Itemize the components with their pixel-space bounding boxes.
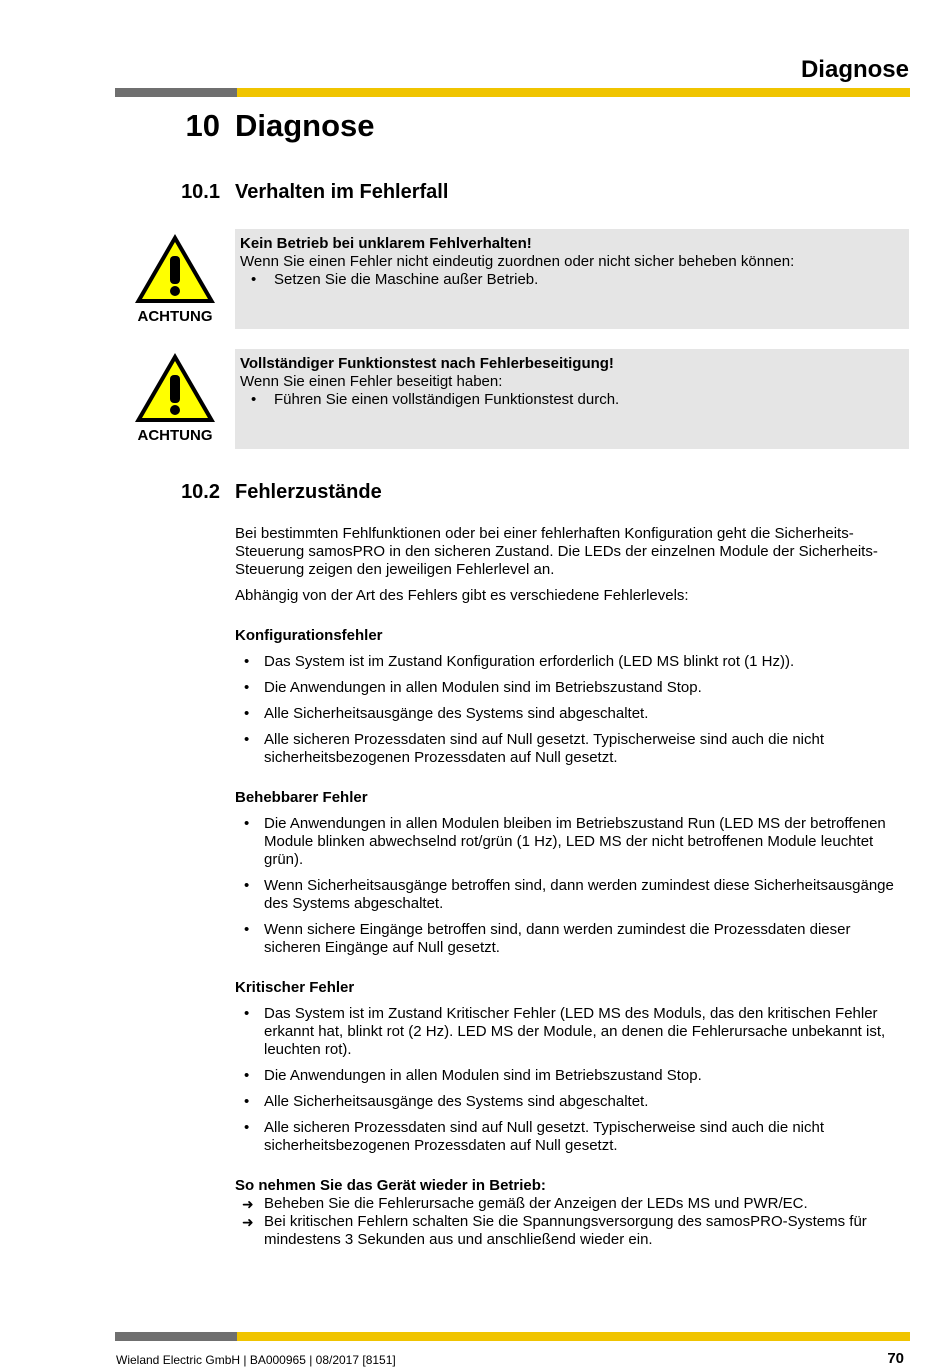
subheading: Konfigurationsfehler <box>235 627 383 644</box>
list-item: • Das System ist im Zustand Kritischer Fehler (LED MS des Moduls, das den kritischen Fehler erkannt hat, blinkt rot (2 Hz). LED MS der Module, an denen die Fehlerursache unbekannt ist, leuchten rot). <box>235 1005 907 1059</box>
page-number: 70 <box>887 1350 904 1367</box>
step-item <box>235 1213 907 1249</box>
list-item: • Die Anwendungen in allen Modulen sind im Betriebszustand Stop. <box>235 679 907 697</box>
subheading: Kritischer Fehler <box>235 979 355 996</box>
step-text: Beheben Sie die Fehlerursache gemäß der Anzeigen der LEDs MS und PWR/EC. <box>264 1195 808 1212</box>
section-title: Verhalten im Fehlerfall <box>235 181 449 203</box>
warning-title: Kein Betrieb bei unklarem Fehlverhalten! <box>240 235 532 252</box>
list-item: • Wenn sichere Eingänge betroffen sind, dann werden zumindest die Prozessdaten dieser sicheren Eingänge auf Null gesetzt. <box>235 921 907 957</box>
warning-triangle-icon <box>133 351 217 424</box>
warning-triangle-icon <box>133 232 217 305</box>
warning-box <box>235 349 909 449</box>
footer-rule <box>115 1332 910 1341</box>
warning-icon-block <box>133 232 217 325</box>
chapter-title: Diagnose <box>235 108 375 143</box>
warning-text: Wenn Sie einen Fehler nicht eindeutig zuordnen oder nicht sicher beheben können: <box>240 253 795 270</box>
subheading: Behebbarer Fehler <box>235 789 368 806</box>
warning-label: ACHTUNG <box>137 427 213 444</box>
list-item: • Alle Sicherheitsausgänge des Systems sind abgeschaltet. <box>235 1093 907 1111</box>
chapter-number: 10 <box>185 108 220 143</box>
warning-title: Vollständiger Funktionstest nach Fehlerbeseitigung! <box>240 355 614 372</box>
step-text: Bei kritischen Fehlern schalten Sie die Spannungsversorgung des samosPRO-Systems für mindestens 3 Sekunden aus und anschließend wieder ein. <box>264 1213 867 1248</box>
running-header-title: Diagnose <box>800 56 909 83</box>
list-item: • Die Anwendungen in allen Modulen bleiben im Betriebszustand Run (LED MS der betroffenen Module blinken abwechselnd rot/grün (1 Hz), LED MS der nicht betroffenen Module leuchtet grün). <box>235 815 907 869</box>
step-item <box>235 1195 907 1213</box>
list-item: • Alle sicheren Prozessdaten sind auf Null gesetzt. Typischerweise sind auch die nicht sicherheitsbezogenen Prozessdaten auf Null gesetzt. <box>235 1119 907 1155</box>
warning-label: ACHTUNG <box>137 308 213 325</box>
list-item: • Alle sicheren Prozessdaten sind auf Null gesetzt. Typischerweise sind auch die nicht sicherheitsbezogenen Prozessdaten auf Null gesetzt. <box>235 731 907 767</box>
warning-box <box>235 229 909 329</box>
footer-text: Wieland Electric GmbH | BA000965 | 08/2017 [8151] <box>116 1353 396 1367</box>
header-rule <box>115 88 910 97</box>
warning-text: Wenn Sie einen Fehler beseitigt haben: <box>240 373 503 390</box>
subheading: So nehmen Sie das Gerät wieder in Betrieb: <box>235 1177 546 1194</box>
section-number: 10.2 <box>181 481 220 503</box>
section-body <box>235 525 907 1249</box>
arrow-right-icon: ➜ <box>242 1196 254 1212</box>
warning-bullet: • Setzen Sie die Maschine außer Betrieb. <box>240 271 904 289</box>
section-title: Fehlerzustände <box>235 481 382 503</box>
list-item: • Alle Sicherheitsausgänge des Systems sind abgeschaltet. <box>235 705 907 723</box>
intro-paragraph: Abhängig von der Art des Fehlers gibt es verschiedene Fehlerlevels: <box>235 587 689 604</box>
intro-paragraph: Bei bestimmten Fehlfunktionen oder bei einer fehlerhaften Konfiguration geht die Sicherheits-Steuerung samosPRO in den sicheren Zustand. Die LEDs der einzelnen Module der Sicherheits-Steuerung zeigen den jeweiligen Fehlerlevel an. <box>235 525 878 578</box>
warning-bullet: • Führen Sie einen vollständigen Funktionstest durch. <box>240 391 904 409</box>
section-number: 10.1 <box>181 181 220 203</box>
warning-icon-block <box>133 351 217 444</box>
list-item: • Das System ist im Zustand Konfiguration erforderlich (LED MS blinkt rot (1 Hz)). <box>235 653 907 671</box>
arrow-right-icon: ➜ <box>242 1214 254 1230</box>
list-item: • Wenn Sicherheitsausgänge betroffen sind, dann werden zumindest diese Sicherheitsausgänge des Systems abgeschaltet. <box>235 877 907 913</box>
list-item: • Die Anwendungen in allen Modulen sind im Betriebszustand Stop. <box>235 1067 907 1085</box>
